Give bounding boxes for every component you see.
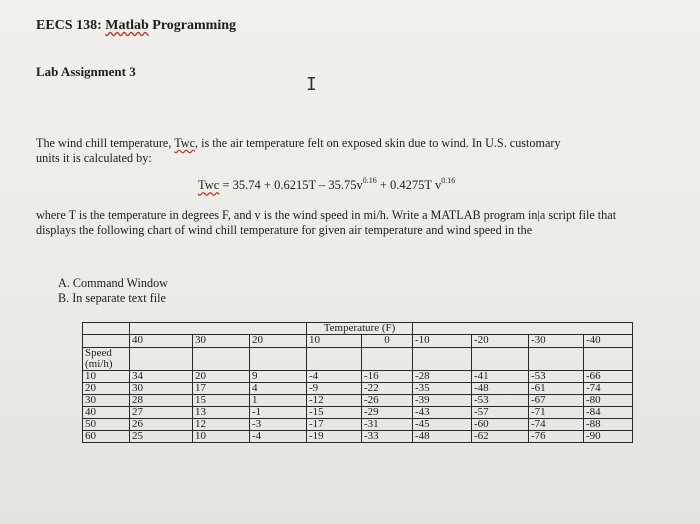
table-row: 20 30 17 4 -9 -22 -35 -48 -61 -74	[83, 383, 633, 395]
wind-chill-formula: Twc = $35.74 + 0.6215T - 35.75v^{0.16} + 0.4275T$ $v^{0.16}$	[198, 176, 456, 192]
temp-cell: 30	[193, 335, 250, 348]
intro-paragraph: The wind chill temperature, Twc, is the air temperature felt on exposed skin due to wind. In U.S. customary units it is calculated by:	[36, 136, 561, 165]
temp-cell: 10	[307, 335, 362, 348]
speed-cell: 10	[83, 371, 130, 383]
option-a: A. Command Window	[58, 276, 168, 290]
speed-cell: 20	[83, 383, 130, 395]
table-title-row	[83, 323, 633, 335]
output-options	[58, 276, 168, 306]
speed-cell: 50	[83, 419, 130, 431]
course-prefix: EECS 138:	[36, 18, 106, 33]
temp-cell: 20	[250, 335, 307, 348]
course-name: Matlab	[105, 18, 149, 33]
lab-title: Lab Assignment 3	[36, 64, 136, 79]
table-row: 50 26 12 -3 -17 -31 -45 -60 -74 -88	[83, 419, 633, 431]
temperature-title: Temperature (F)	[307, 323, 413, 335]
table-row: 60 25 10 -4 -19 -33 -48 -62 -76 -90	[83, 431, 633, 443]
option-b: B. In separate text file	[58, 291, 166, 305]
temp-cell: -20	[472, 335, 529, 348]
twc-term: Twc	[174, 136, 196, 150]
speed-label: Speed (mi/h)	[83, 348, 130, 371]
course-title	[36, 18, 236, 34]
temperature-row	[83, 335, 633, 348]
table-row: 40 27 13 -1 -15 -29 -43 -57 -71 -84	[83, 407, 633, 419]
wind-chill-table	[82, 322, 633, 443]
course-suffix: Programming	[148, 18, 237, 33]
temp-cell: 0	[362, 335, 413, 348]
speed-label-row	[83, 348, 633, 371]
temp-cell: -40	[584, 335, 633, 348]
description-paragraph: where T is the temperature in degrees F, and v is the wind speed in mi/h. Write a MATLAB program in|a script file that displays the following chart of wind chill temperature for given air temperature and wind speed in the	[36, 208, 617, 237]
speed-cell: 40	[83, 407, 130, 419]
table-row: 30 28 15 1 -12 -26 -39 -53 -67 -80	[83, 395, 633, 407]
temp-cell: 40	[130, 335, 193, 348]
table-row: 10 34 20 9 -4 -16 -28 -41 -53 -66	[83, 371, 633, 383]
speed-cell: 30	[83, 395, 130, 407]
temp-cell: -10	[413, 335, 472, 348]
text-cursor-icon: I	[306, 74, 317, 95]
speed-cell: 60	[83, 431, 130, 443]
temp-cell: -30	[529, 335, 584, 348]
